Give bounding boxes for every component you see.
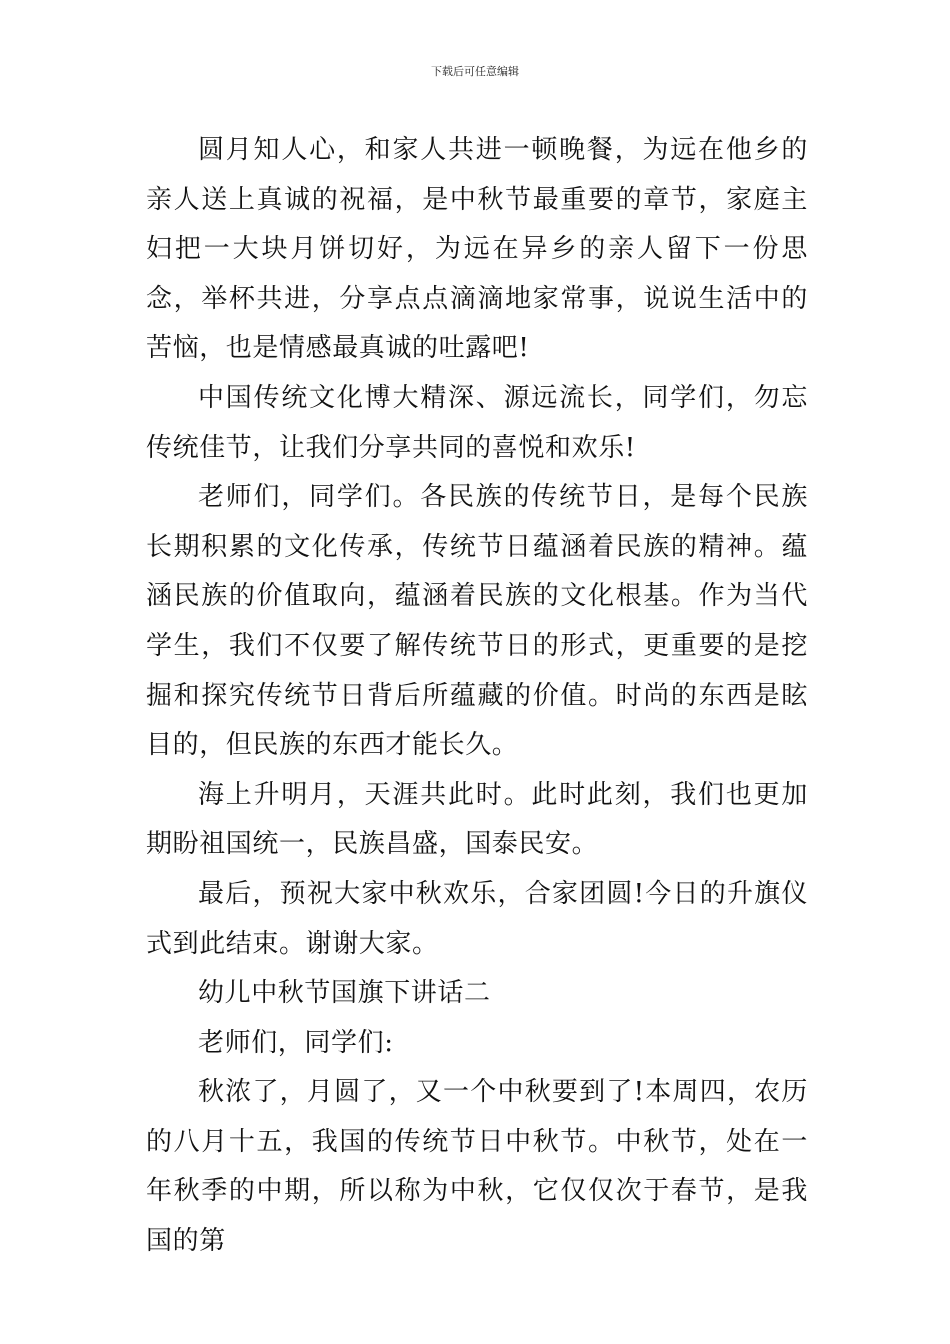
paragraph-family-dinner: 圆月知人心，和家人共进一顿晚餐，为远在他乡的亲人送上真诚的祝福，是中秋节最重要的章节，家庭主妇把一大块月饼切好，为远在异乡的亲人留下一份思念，举杯共进，分享点点滴滴地家常事，说说生活中的苦恼，也是情感最真诚的吐露吧! <box>146 135 808 364</box>
paragraph-festival-values: 老师们，同学们。各民族的传统节日，是每个民族长期积累的文化传承，传统节日蕴涵着民族的精神。蕴涵民族的价值取向，蕴涵着民族的文化根基。作为当代学生，我们不仅要了解传统节日的形式，更重要的是挖掘和探究传统节日背后所蕴藏的价值。时尚的东西是眩目的，但民族的东西才能长久。 <box>146 482 808 761</box>
page-header: 下载后可任意编辑 <box>431 65 519 78</box>
paragraph-traditional-culture: 中国传统文化博大精深、源远流长，同学们，勿忘传统佳节，让我们分享共同的喜悦和欢乐! <box>146 382 808 463</box>
document-body <box>146 126 808 1267</box>
paragraph-autumn-intro: 秋浓了，月圆了，又一个中秋要到了!本周四，农历的八月十五，我国的传统节日中秋节。中秋节，处在一年秋季的中期，所以称为中秋，它仅仅次于春节，是我国的第 <box>146 1077 808 1257</box>
paragraph-greeting: 老师们，同学们: <box>198 1027 394 1058</box>
paragraph-bright-moon: 海上升明月，天涯共此时。此时此刻，我们也更加期盼祖国统一，民族昌盛，国泰民安。 <box>146 779 808 860</box>
section-title: 幼儿中秋节国旗下讲话二 <box>198 978 491 1009</box>
paragraph-closing: 最后，预祝大家中秋欢乐，合家团圆!今日的升旗仪式到此结束。谢谢大家。 <box>146 878 808 959</box>
